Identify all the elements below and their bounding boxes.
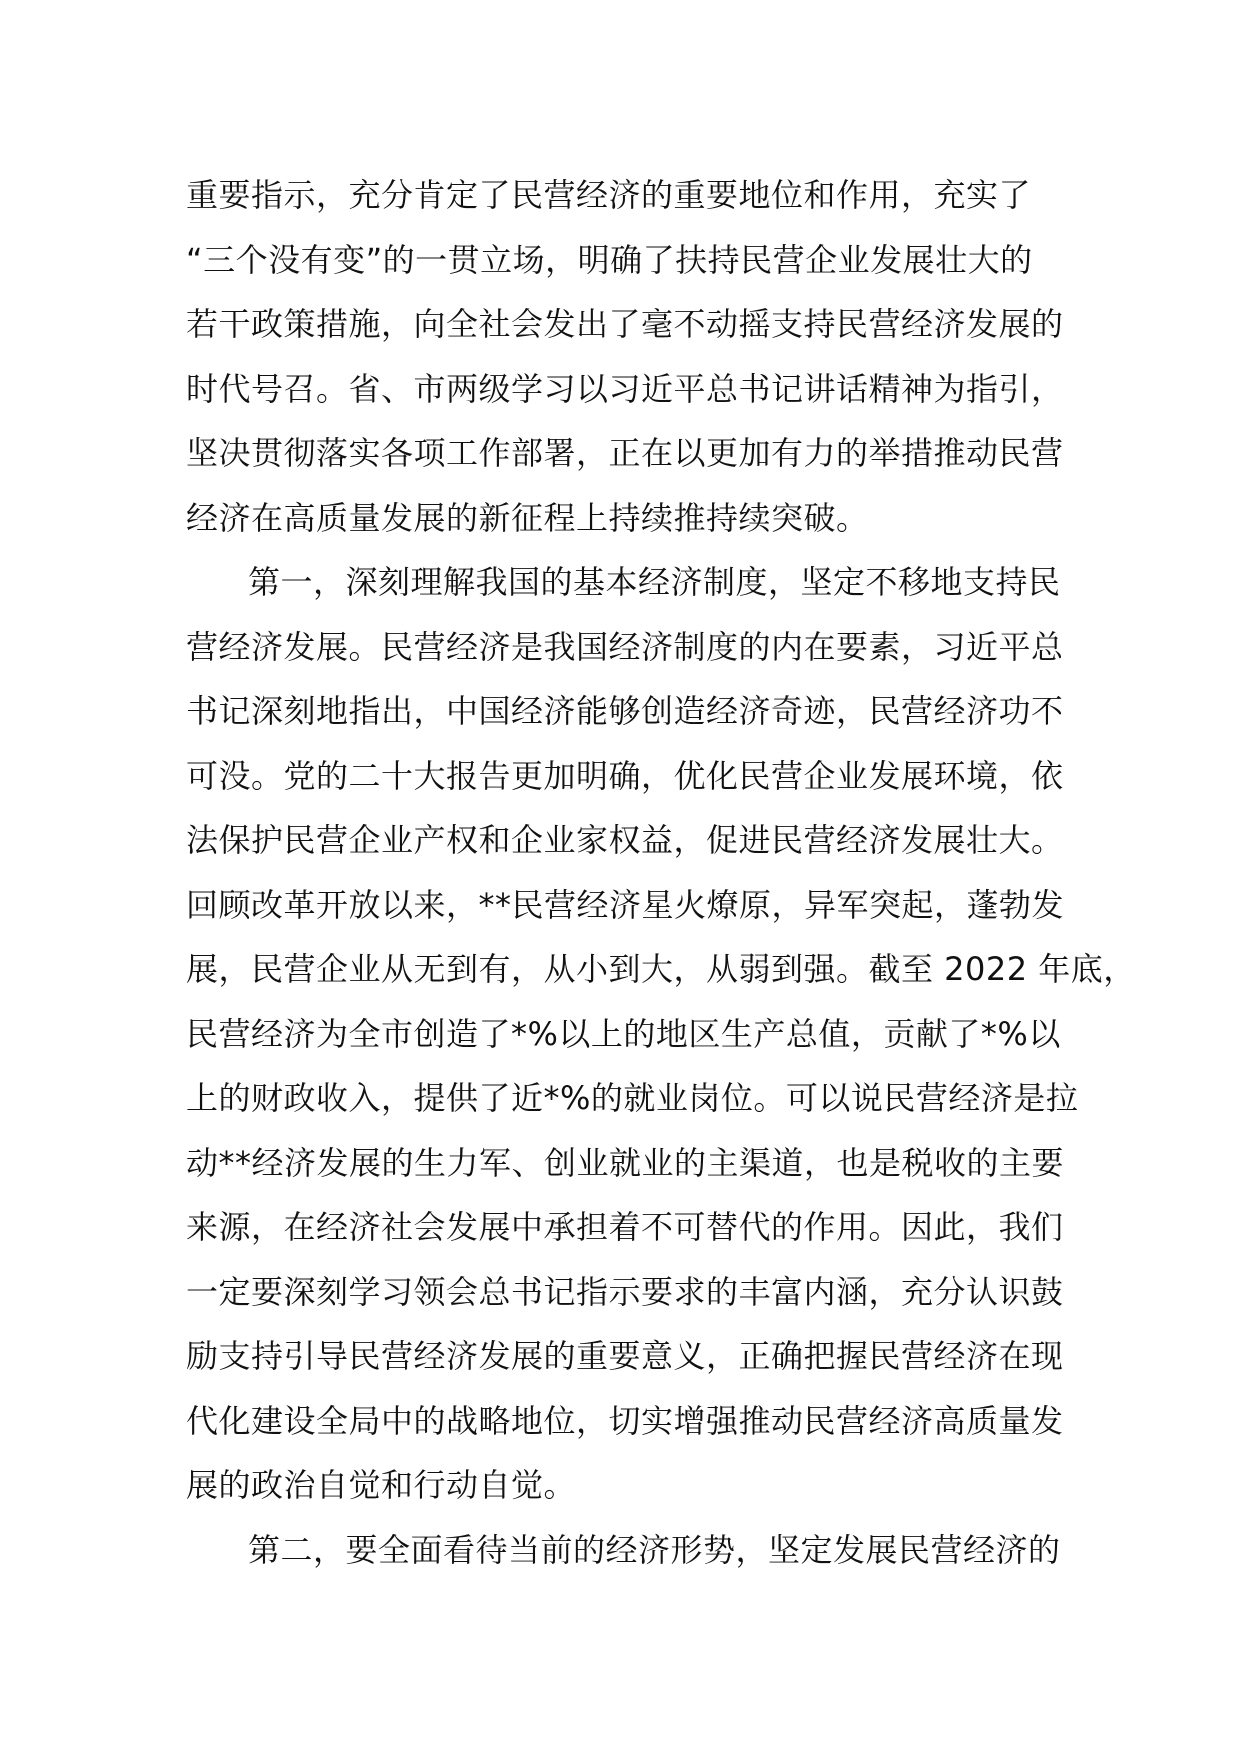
- paragraph-1-line-5: 坚决贯彻落实各项工作部署，正在以更加有力的举措推动民营: [186, 434, 1064, 472]
- paragraph-2-line-12: 一定要深刻学习领会总书记指示要求的丰富内涵，充分认识鼓: [186, 1272, 1064, 1311]
- paragraph-2-line-4: 可没。党的二十大报告更加明确，优化民营企业发展环境，依: [186, 756, 1064, 795]
- paragraph-2-line-7: 展，民营企业从无到有，从小到大，从弱到强。截至 2022 年底，: [186, 950, 1136, 988]
- paragraph-1-line-2: “三个没有变”的一贯立场，明确了扶持民营企业发展壮大的: [186, 240, 1033, 279]
- document-body: [186, 163, 1136, 1582]
- paragraph-2-line-10: 动**经济发展的生力军、创业就业的主渠道，也是税收的主要: [186, 1143, 1065, 1182]
- paragraph-3-line-1: 第二，要全面看待当前的经济形势，坚定发展民营经济的: [248, 1530, 1061, 1569]
- paragraph-2-line-8: 民营经济为全市创造了*%以上的地区生产总值，贡献了*%以: [186, 1014, 1061, 1053]
- paragraph-1-line-3: 若干政策措施，向全社会发出了毫不动摇支持民营经济发展的: [186, 305, 1064, 343]
- paragraph-2-line-3: 书记深刻地指出，中国经济能够创造经济奇迹，民营经济功不: [186, 692, 1064, 730]
- paragraph-2-line-6: 回顾改革开放以来，**民营经济星火燎原，异军突起，蓬勃发: [186, 885, 1065, 924]
- paragraph-1-line-6: 经济在高质量发展的新征程上持续推持续突破。: [186, 498, 869, 537]
- paragraph-2-line-1: 第一，深刻理解我国的基本经济制度，坚定不移地支持民: [248, 563, 1061, 601]
- paragraph-2-line-15: 展的政治自觉和行动自觉。: [186, 1466, 577, 1504]
- paragraph-2-line-2: 营经济发展。民营经济是我国经济制度的内在要素，习近平总: [186, 627, 1064, 666]
- paragraph-2-line-5: 法保护民营企业产权和企业家权益，促进民营经济发展壮大。: [186, 821, 1064, 859]
- paragraph-1-line-1: 重要指示，充分肯定了民营经济的重要地位和作用，充实了: [186, 176, 1032, 214]
- paragraph-2-line-13: 励支持引导民营经济发展的重要意义，正确把握民营经济在现: [186, 1337, 1064, 1375]
- paragraph-2-line-11: 来源，在经济社会发展中承担着不可替代的作用。因此，我们: [186, 1208, 1064, 1246]
- paragraph-2-line-9: 上的财政收入，提供了近*%的就业岗位。可以说民营经济是拉: [186, 1079, 1079, 1117]
- paragraph-2-line-14: 代化建设全局中的战略地位，切实增强推动民营经济高质量发: [186, 1401, 1064, 1440]
- paragraph-1-line-4: 时代号召。省、市两级学习以习近平总书记讲话精神为指引，: [186, 369, 1064, 408]
